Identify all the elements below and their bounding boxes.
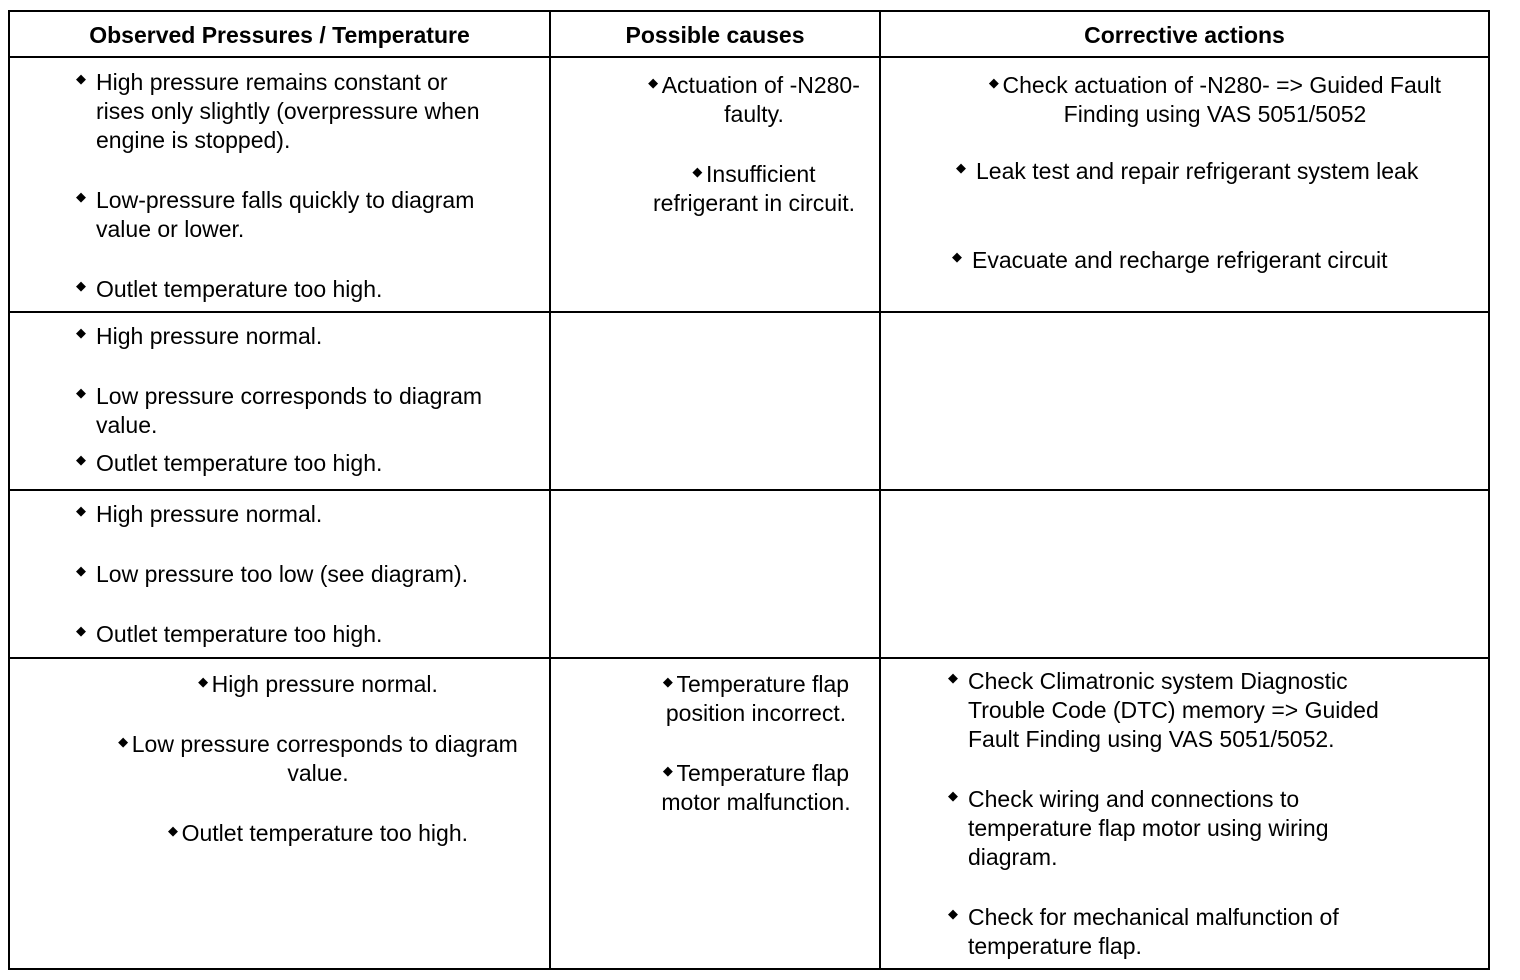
item-line: engine is stopped). (96, 127, 291, 153)
actions-item (948, 785, 1329, 872)
bullet-icon: ◆ (956, 160, 966, 175)
actions-item (948, 667, 1379, 754)
observed-item (76, 68, 480, 155)
row-divider (10, 489, 1488, 491)
header-causes: Possible causes (625, 22, 805, 48)
causes-item (456, 667, 1056, 728)
bullet-icon: ◆ (76, 563, 86, 578)
item-line: ◆ Insufficient (692, 161, 816, 187)
item-line: temperature flap. (968, 933, 1142, 959)
item-line: motor malfunction. (661, 789, 851, 815)
actions-item (948, 903, 1339, 961)
bullet-icon: ◆ (76, 71, 86, 86)
causes-item (456, 756, 1056, 817)
observed-item (76, 500, 323, 529)
bullet-icon: ◆ (662, 674, 677, 689)
item-line: Check Climatronic system Diagnostic (968, 668, 1348, 694)
bullet-icon: ◆ (662, 763, 677, 778)
bullet-icon: ◆ (692, 164, 707, 179)
item-line: ◆ Check actuation of -N280- => Guided Fault (988, 72, 1442, 98)
item-line: ◆ Outlet temperature too high. (168, 820, 468, 846)
item-line: temperature flap motor using wiring (968, 815, 1329, 841)
item-line: position incorrect. (665, 700, 847, 726)
item-line: Evacuate and recharge refrigerant circuit (972, 247, 1388, 273)
bullet-icon: ◆ (198, 674, 212, 689)
diagnostic-table (8, 10, 1490, 970)
item-line: value or lower. (96, 216, 245, 242)
item-line: Trouble Code (DTC) memory => Guided (968, 697, 1379, 723)
item-line: Outlet temperature too high. (96, 450, 383, 476)
observed-item (76, 620, 383, 649)
bullet-icon: ◆ (76, 452, 86, 467)
item-line: ◆ Temperature flap (662, 671, 850, 697)
item-line: High pressure remains constant or (96, 69, 448, 95)
observed-item (18, 816, 618, 848)
item-line: ◆ Low pressure corresponds to diagram (118, 731, 518, 757)
row-divider (10, 311, 1488, 313)
row-divider (10, 657, 1488, 659)
item-line: Check wiring and connections to (968, 786, 1300, 812)
item-line: Leak test and repair refrigerant system leak (976, 158, 1419, 184)
header-observed: Observed Pressures / Temperature (89, 22, 470, 48)
bullet-icon: ◆ (76, 623, 86, 638)
bullet-icon: ◆ (76, 385, 86, 400)
item-line: diagram. (968, 844, 1058, 870)
observed-item (76, 322, 323, 351)
item-line: Low pressure corresponds to diagram (96, 383, 483, 409)
item-line: ◆ High pressure normal. (198, 671, 438, 697)
bullet-icon: ◆ (948, 906, 958, 921)
item-line: Low pressure too low (see diagram). (96, 561, 468, 587)
item-line: Outlet temperature too high. (96, 276, 383, 302)
item-line: Outlet temperature too high. (96, 621, 383, 647)
item-line: ◆ Temperature flap (662, 760, 850, 786)
item-line: High pressure normal. (96, 501, 323, 527)
bullet-icon: ◆ (988, 75, 1003, 90)
observed-item (76, 186, 475, 244)
bullet-icon: ◆ (168, 823, 182, 838)
item-line: High pressure normal. (96, 323, 323, 349)
item-line: ◆ Actuation of -N280- (648, 72, 860, 98)
actions-item (952, 246, 1388, 275)
header-actions: Corrective actions (1084, 22, 1285, 48)
item-line: Check for mechanical malfunction of (968, 904, 1339, 930)
observed-item (76, 382, 483, 440)
item-line: value. (96, 412, 158, 438)
bullet-icon: ◆ (948, 788, 958, 803)
actions-item (915, 68, 1515, 129)
item-line: refrigerant in circuit. (653, 190, 855, 216)
bullet-icon: ◆ (76, 325, 86, 340)
bullet-icon: ◆ (952, 249, 962, 264)
item-line: faulty. (724, 101, 784, 127)
actions-item (956, 157, 1419, 186)
bullet-icon: ◆ (118, 734, 132, 749)
bullet-icon: ◆ (76, 189, 86, 204)
item-line: Low-pressure falls quickly to diagram (96, 187, 475, 213)
observed-item (76, 449, 383, 478)
bullet-icon: ◆ (648, 75, 662, 90)
bullet-icon: ◆ (948, 670, 958, 685)
bullet-icon: ◆ (76, 278, 86, 293)
observed-item (76, 275, 383, 304)
item-line: Finding using VAS 5051/5052 (1063, 101, 1367, 127)
item-line: Fault Finding using VAS 5051/5052. (968, 726, 1335, 752)
bullet-icon: ◆ (76, 503, 86, 518)
item-line: value. (287, 760, 349, 786)
observed-item (76, 560, 468, 589)
item-line: rises only slightly (overpressure when (96, 98, 480, 124)
